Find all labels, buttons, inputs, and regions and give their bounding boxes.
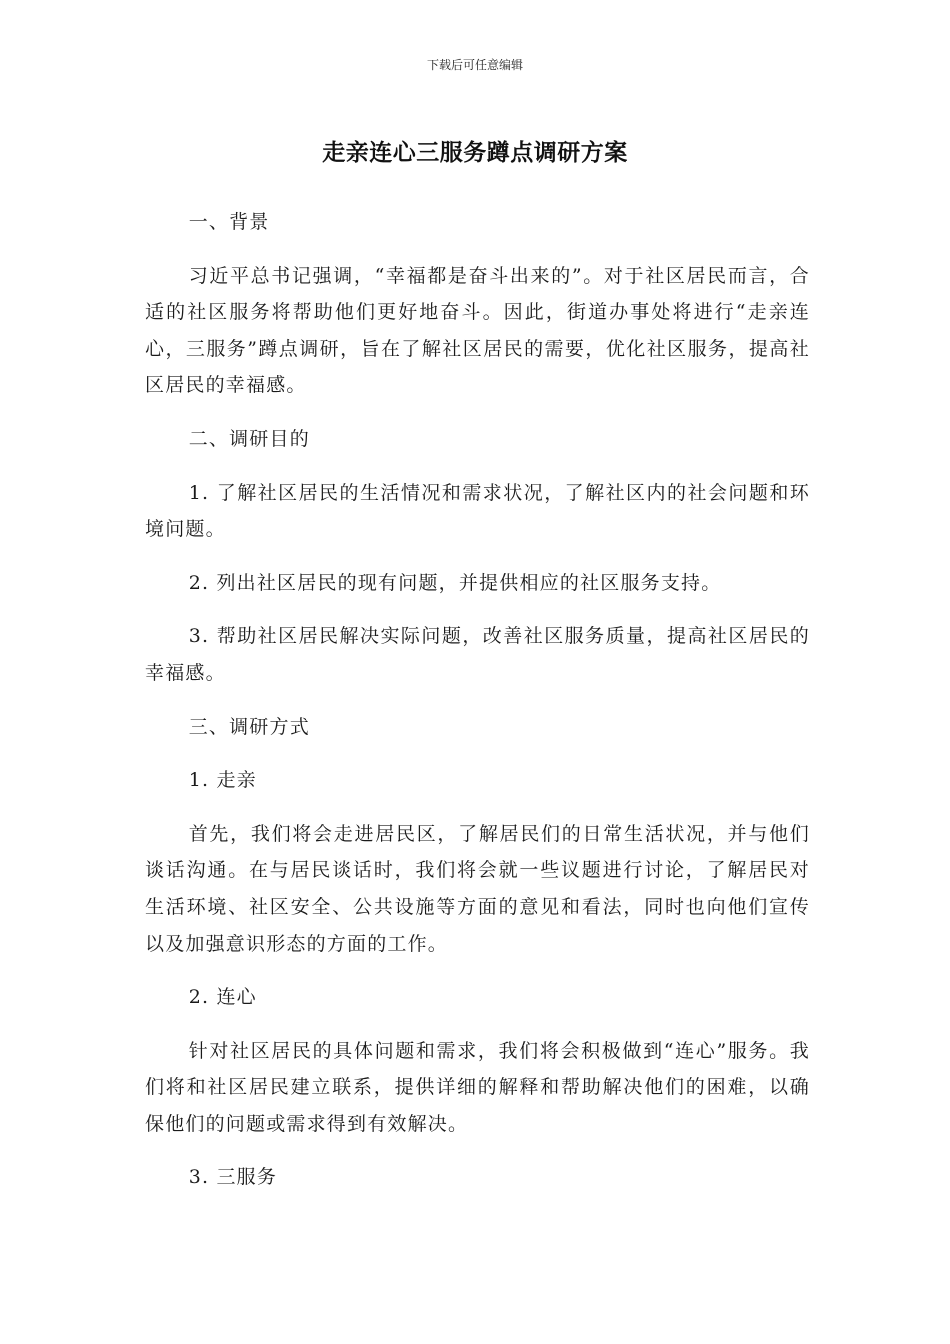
purpose-item-1: 1. 了解社区居民的生活情况和需求状况，了解社区内的社会问题和环境问题。 <box>145 481 810 541</box>
section-heading-purpose: 二、调研目的 <box>188 427 310 450</box>
document-body <box>145 204 810 1213</box>
purpose-item-3: 3. 帮助社区居民解决实际问题，改善社区服务质量，提高社区居民的幸福感。 <box>145 625 810 684</box>
method-heading-connect: 2. 连心 <box>188 986 257 1009</box>
section-heading-background: 一、背景 <box>188 211 270 233</box>
header-note: 下载后可任意编辑 <box>426 58 523 72</box>
section-heading-method: 三、调研方式 <box>188 715 310 738</box>
paragraph-visit: 首先，我们将会走进居民区，了解居民们的日常生活状况，并与他们谈话沟通。在与居民谈话时，我们将会就一些议题进行讨论，了解居民对生活环境、社区安全、公共设施等方面的意见和看法，同时也向他们宣传以及加强意识形态的方面的工作。 <box>145 822 810 955</box>
document-title: 走亲连心三服务蹲点调研方案 <box>322 140 628 166</box>
method-heading-three-services: 3. 三服务 <box>188 1166 278 1189</box>
paragraph-connect: 针对社区居民的具体问题和需求，我们将会积极做到“连心”服务。我们将和社区居民建立联系，提供详细的解释和帮助解决他们的困难，以确保他们的问题或需求得到有效解决。 <box>145 1039 810 1135</box>
purpose-item-2: 2. 列出社区居民的现有问题，并提供相应的社区服务支持。 <box>188 571 722 594</box>
method-heading-visit: 1. 走亲 <box>188 769 257 792</box>
paragraph-background: 习近平总书记强调，“幸福都是奋斗出来的”。对于社区居民而言，合适的社区服务将帮助他们更好地奋斗。因此，街道办事处将进行“走亲连心，三服务”蹲点调研，旨在了解社区居民的需要，优化社区服务，提高社区居民的幸福感。 <box>145 264 810 397</box>
